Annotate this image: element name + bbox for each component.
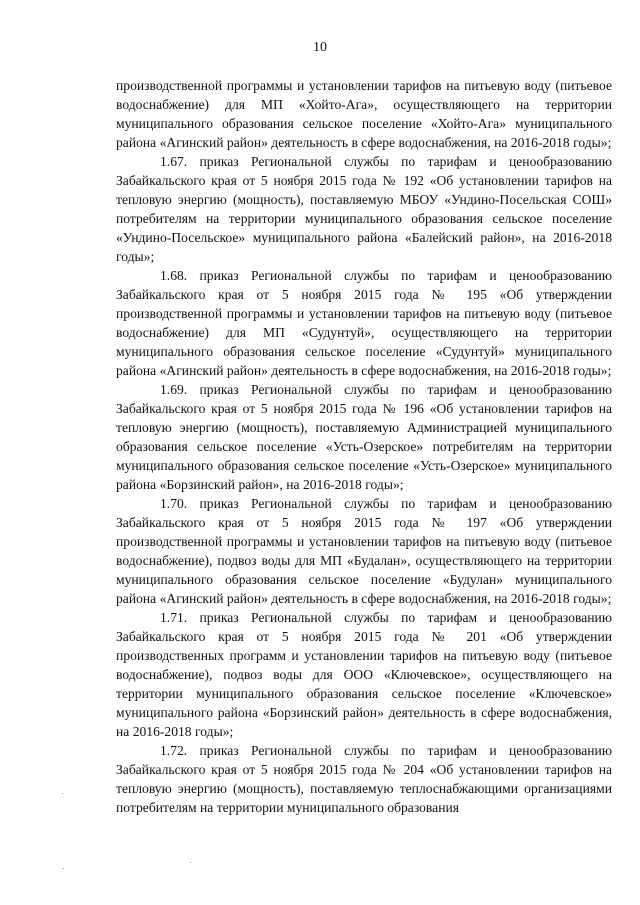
- paragraph-item-1-67: 1.67. приказ Региональной службы по тарифам и ценообразованию Забайкальского края от 5 ноября 2015 года № 192 «Об установлении тарифов на тепловую энергию (мощность), поставляемую МБОУ «Ундино-Посельская СОШ» потребителям на территории муниципального образования сельское поселение «Ундино-Посельское» муниципального района «Балейский район», на 2016-2018 годы»;: [116, 154, 612, 264]
- page-number: 10: [313, 40, 327, 55]
- paragraph-item-1-72: 1.72. приказ Региональной службы по тарифам и ценообразованию Забайкальского края от 5 ноября 2015 года № 204 «Об установлении тарифов на тепловую энергию (мощность), поставляемую теплоснабжающими организациями потребителям на территории муниципального образования: [116, 743, 612, 815]
- paragraph-item-1-68: 1.68. приказ Региональной службы по тарифам и ценообразованию Забайкальского края от 5 ноября 2015 года № 195 «Об утверждении производственной программы и установлении тарифов на питьевую воду (питьевое водоснабжение) для МП «Судунтуй», осуществляющего на территории муниципального образования сельское поселение «Судунтуй» муниципального района «Агинский район» деятельность в сфере водоснабжения, на 2016-2018 годы»;: [116, 268, 612, 378]
- document-body: [116, 76, 612, 817]
- scan-speck: [63, 868, 64, 869]
- scan-speck: [190, 862, 191, 863]
- paragraph-item-1-69: 1.69. приказ Региональной службы по тарифам и ценообразованию Забайкальского края от 5 ноября 2015 года № 196 «Об установлении тарифов на тепловую энергию (мощность), поставляемую Администрацией муниципального образования сельское поселение «Усть-Озерское» потребителям на территории муниципального образования сельское поселение «Усть-Озерское» муниципального района «Борзинский район», на 2016-2018 годы»;: [116, 382, 612, 492]
- paragraph-item-1-70: 1.70. приказ Региональной службы по тарифам и ценообразованию Забайкальского края от 5 ноября 2015 года № 197 «Об утверждении производственной программы и установлении тарифов на питьевую воду (питьевое водоснабжение), подвоз воды для МП «Будалан», осуществляющего на территории муниципального образования сельское поселение «Будулан» муниципального района «Агинский район» деятельность в сфере водоснабжения, на 2016-2018 годы»;: [116, 496, 612, 606]
- paragraph-item-1-71: 1.71. приказ Региональной службы по тарифам и ценообразованию Забайкальского края от 5 ноября 2015 года № 201 «Об утверждении производственных программ и установлении тарифов на питьевую воду (питьевое водоснабжение), подвоз воды для ООО «Ключевское», осуществляющего на территории муниципального образования сельское поселение «Ключевское» муниципального района «Борзинский район» деятельность в сфере водоснабжения, на 2016-2018 годы»;: [116, 610, 612, 739]
- scan-speck: [62, 793, 63, 794]
- paragraph-continuation: производственной программы и установлении тарифов на питьевую воду (питьевое водоснабжение) для МП «Хойто-Ага», осуществляющего на территории муниципального образования сельское поселение «Хойто-Ага» муниципального района «Агинский район» деятельность в сфере водоснабжения, на 2016-2018 годы»;: [116, 78, 612, 150]
